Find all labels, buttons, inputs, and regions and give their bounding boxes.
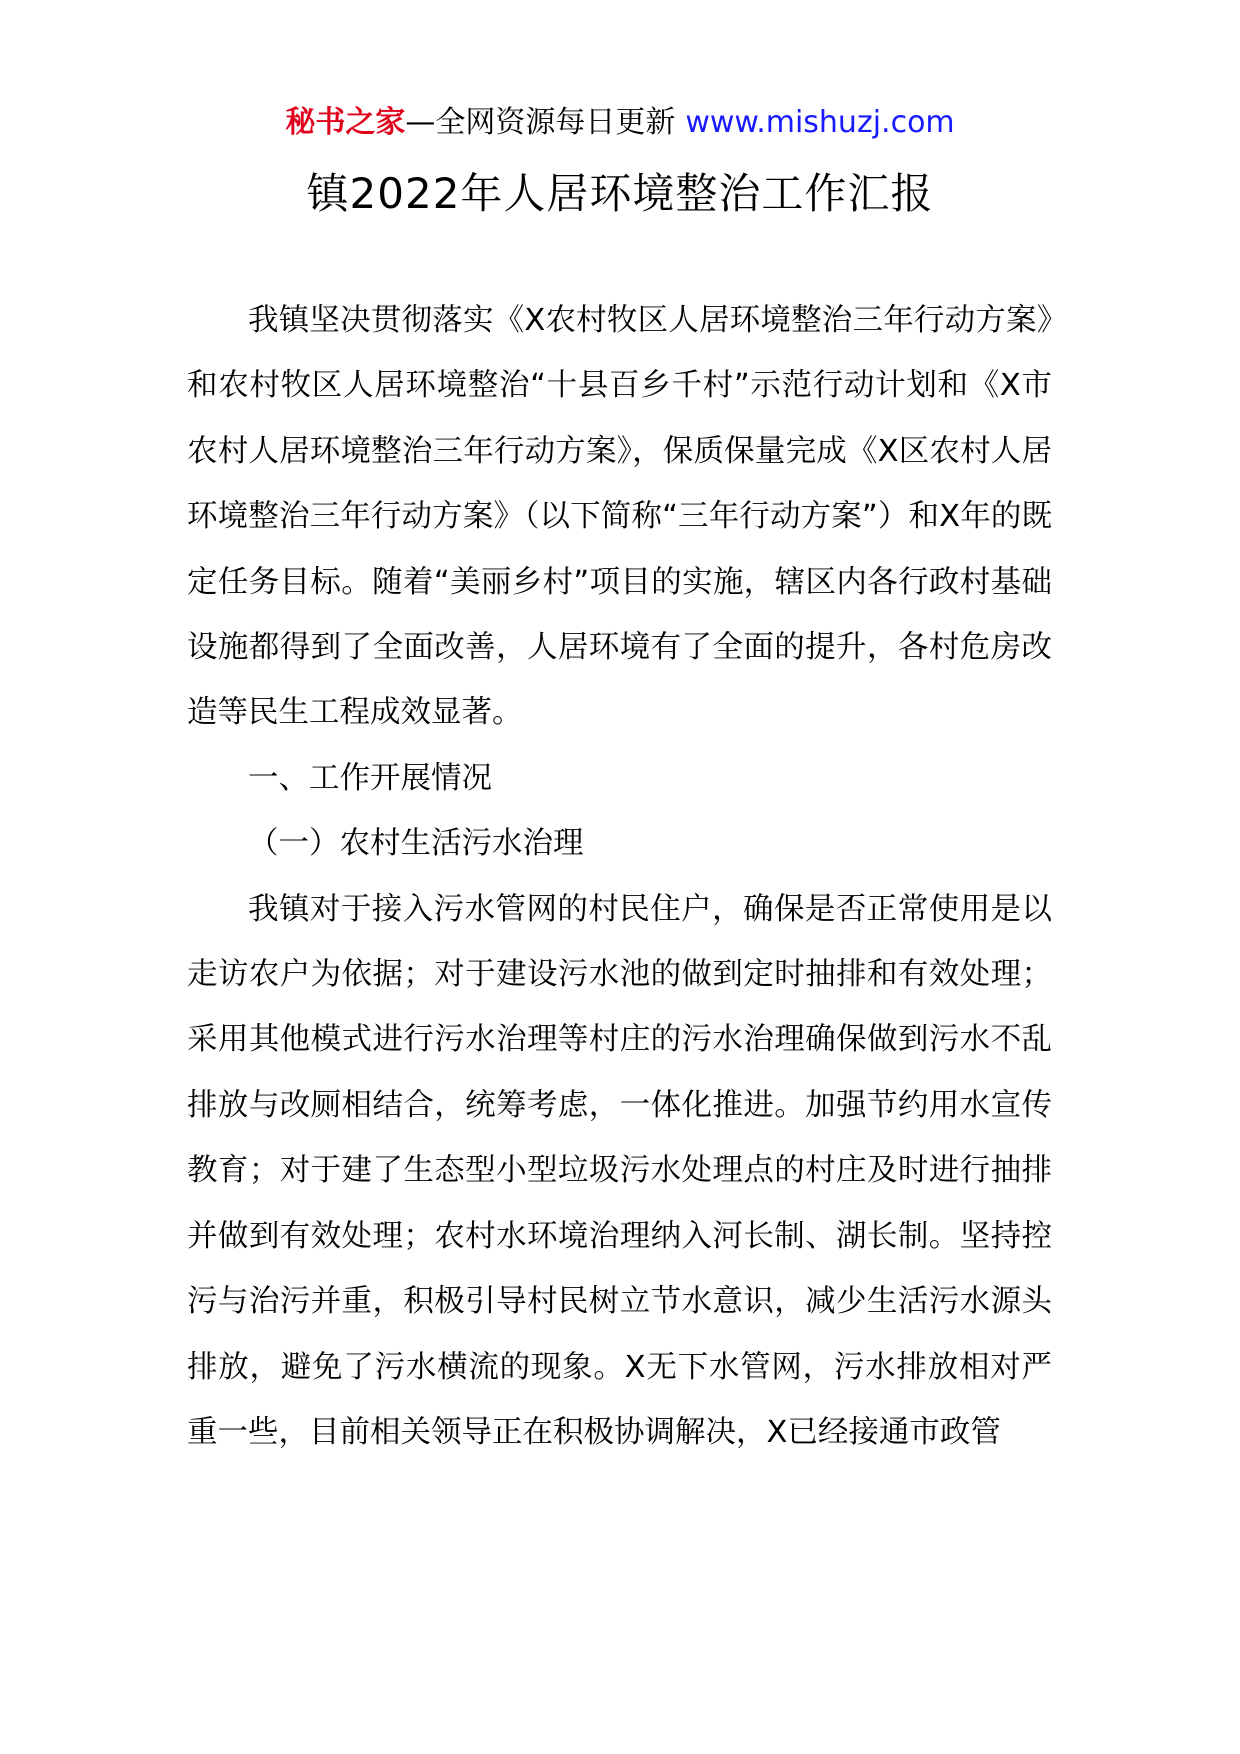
site-link[interactable]: www.mishuzj.com: [685, 105, 955, 140]
section-heading: 一、工作开展情况: [248, 760, 492, 796]
paragraph-intro: 我镇坚决贯彻落实《X农村牧区人居环境整治三年行动方案》和农村牧区人居环境整治“十县百乡千村”示范行动计划和《X市农村人居环境整治三年行动方案》，保质保量完成《X区农村人居环境整治三年行动方案》（以下简称“三年行动方案”）和X年的既定任务目标。随着“美丽乡村”项目的实施，辖区内各行政村基础设施都得到了全面改善，人居环境有了全面的提升，各村危房改造等民生工程成效显著。: [187, 303, 1052, 731]
header-banner: [0, 100, 1240, 146]
header-slogan: —全网资源每日更新: [405, 105, 676, 140]
subsection-heading: （一）农村生活污水治理: [248, 826, 584, 862]
brand-name: 秘书之家: [285, 105, 406, 140]
document-body: [187, 288, 1052, 1465]
document-title: 镇2022年人居环境整治工作汇报: [306, 169, 934, 218]
paragraph-sewage: 我镇对于接入污水管网的村民住户，确保是否正常使用是以走访农户为依据；对于建设污水池的做到定时抽排和有效处理；采用其他模式进行污水治理等村庄的污水治理确保做到污水不乱排放与改厕相结合，统筹考虑，一体化推进。加强节约用水宣传教育；对于建了生态型小型垃圾污水处理点的村庄及时进行抽排并做到有效处理；农村水环境治理纳入河长制、湖长制。坚持控污与治污并重，积极引导村民树立节水意识，减少生活污水源头排放，避免了污水横流的现象。X无下水管网，污水排放相对严重一些，目前相关领导正在积极协调解决，X已经接通市政管: [187, 891, 1052, 1450]
